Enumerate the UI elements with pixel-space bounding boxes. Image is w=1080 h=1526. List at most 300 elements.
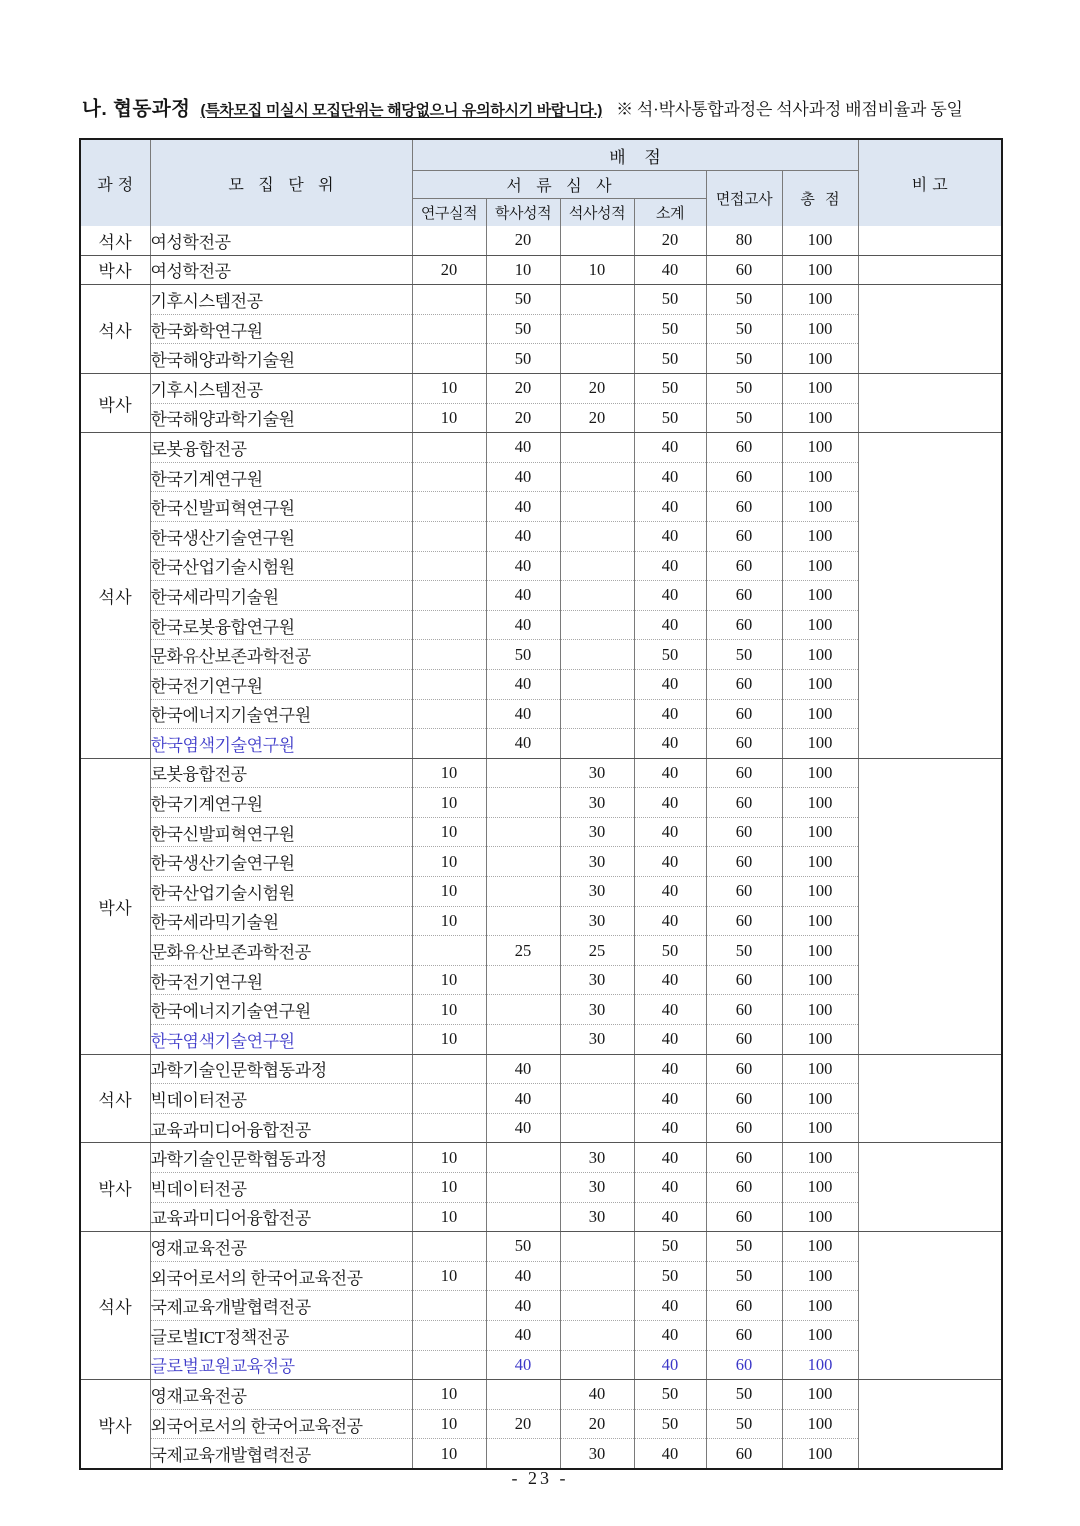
cell-total: 100: [782, 433, 858, 463]
cell-master: 30: [560, 1025, 634, 1055]
cell-research: [412, 1113, 486, 1143]
cell-total: 100: [782, 1143, 858, 1173]
cell-bachelor: 20: [486, 373, 560, 403]
cell-research: [412, 936, 486, 966]
col-header-note: 비고: [858, 139, 1002, 226]
cell-research: [412, 492, 486, 522]
cell-course: 박사: [80, 1143, 150, 1232]
cell-interview: 60: [706, 1202, 782, 1232]
cell-note: [858, 1232, 1002, 1380]
cell-bachelor: 20: [486, 1409, 560, 1439]
cell-bachelor: 50: [486, 640, 560, 670]
cell-subtotal: 50: [634, 344, 706, 374]
cell-interview: 50: [706, 1380, 782, 1410]
cell-interview: 60: [706, 433, 782, 463]
cell-interview: 50: [706, 1409, 782, 1439]
cell-interview: 50: [706, 373, 782, 403]
cell-unit: 문화유산보존과학전공: [150, 640, 412, 670]
cell-unit: 한국산업기술시험원: [150, 877, 412, 907]
cell-master: [560, 640, 634, 670]
cell-unit: 로봇융합전공: [150, 758, 412, 788]
cell-master: 30: [560, 1173, 634, 1203]
cell-research: 10: [412, 788, 486, 818]
col-header-bachelor: 학사성적: [486, 199, 560, 227]
table-row: [80, 255, 1002, 285]
cell-subtotal: 40: [634, 1173, 706, 1203]
cell-subtotal: 40: [634, 995, 706, 1025]
cell-interview: 60: [706, 1084, 782, 1114]
cell-interview: 50: [706, 936, 782, 966]
cell-total: 100: [782, 492, 858, 522]
cell-total: 100: [782, 1173, 858, 1203]
cell-total: 100: [782, 1409, 858, 1439]
cell-interview: 60: [706, 462, 782, 492]
cell-bachelor: [486, 1439, 560, 1469]
cell-unit: 한국에너지기술연구원: [150, 995, 412, 1025]
cell-unit: 한국신발피혁연구원: [150, 817, 412, 847]
cell-research: 10: [412, 373, 486, 403]
cell-subtotal: 40: [634, 1291, 706, 1321]
cell-bachelor: 40: [486, 699, 560, 729]
cell-bachelor: 40: [486, 492, 560, 522]
cell-total: 100: [782, 1025, 858, 1055]
cell-unit: 로봇융합전공: [150, 433, 412, 463]
cell-master: [560, 285, 634, 315]
cell-unit: 한국염색기술연구원: [150, 729, 412, 759]
cell-course: 석사: [80, 226, 150, 255]
cell-master: [560, 1084, 634, 1114]
cell-total: 100: [782, 1084, 858, 1114]
cell-total: 100: [782, 373, 858, 403]
table-body: [80, 226, 1002, 1469]
section-heading-label: 나. 협동과정: [82, 98, 191, 120]
cell-subtotal: 40: [634, 1084, 706, 1114]
cell-total: 100: [782, 521, 858, 551]
cell-bachelor: [486, 1173, 560, 1203]
col-header-unit: 모 집 단 위: [150, 139, 412, 226]
cell-master: [560, 1320, 634, 1350]
cell-subtotal: 50: [634, 403, 706, 433]
cell-research: 10: [412, 1202, 486, 1232]
cell-unit: 교육과미디어융합전공: [150, 1202, 412, 1232]
col-header-master: 석사성적: [560, 199, 634, 227]
cell-interview: 60: [706, 877, 782, 907]
cell-research: 10: [412, 403, 486, 433]
table-row: [80, 373, 1002, 403]
cell-subtotal: 50: [634, 1409, 706, 1439]
section-heading: [82, 94, 1072, 124]
header-row-1: [80, 139, 1002, 171]
cell-bachelor: 40: [486, 1320, 560, 1350]
cell-research: [412, 1291, 486, 1321]
cell-bachelor: [486, 1143, 560, 1173]
col-header-score-group: 배 점: [412, 139, 858, 171]
cell-course: 박사: [80, 373, 150, 432]
cell-master: 30: [560, 965, 634, 995]
cell-course: 석사: [80, 1232, 150, 1380]
cell-unit: 기후시스템전공: [150, 285, 412, 315]
cell-total: 100: [782, 906, 858, 936]
cell-master: [560, 521, 634, 551]
cell-master: [560, 433, 634, 463]
cell-unit: 한국로봇융합연구원: [150, 610, 412, 640]
cell-unit: 여성학전공: [150, 255, 412, 285]
cell-research: 10: [412, 1261, 486, 1291]
cell-master: [560, 314, 634, 344]
cell-total: 100: [782, 699, 858, 729]
cell-unit: 국제교육개발협력전공: [150, 1291, 412, 1321]
section-heading-remark: ※ 석·박사통합과정은 석사과정 배점비율과 동일: [616, 100, 963, 119]
cell-master: 30: [560, 995, 634, 1025]
cell-bachelor: [486, 877, 560, 907]
cell-course: 석사: [80, 1054, 150, 1143]
cell-master: [560, 669, 634, 699]
cell-master: 25: [560, 936, 634, 966]
cell-bachelor: 50: [486, 285, 560, 315]
cell-total: 100: [782, 1202, 858, 1232]
cell-interview: 60: [706, 965, 782, 995]
cell-master: [560, 492, 634, 522]
table-row: [80, 285, 1002, 315]
cell-note: [858, 758, 1002, 1054]
cell-master: 30: [560, 1202, 634, 1232]
cell-total: 100: [782, 610, 858, 640]
cell-total: 100: [782, 995, 858, 1025]
cell-interview: 60: [706, 699, 782, 729]
cell-interview: 60: [706, 1320, 782, 1350]
cell-interview: 60: [706, 551, 782, 581]
cell-unit: 한국기계연구원: [150, 462, 412, 492]
cell-master: 10: [560, 255, 634, 285]
cell-note: [858, 285, 1002, 374]
cell-bachelor: 25: [486, 936, 560, 966]
cell-bachelor: 40: [486, 1054, 560, 1084]
cell-total: 100: [782, 1054, 858, 1084]
cell-unit: 한국화학연구원: [150, 314, 412, 344]
page-number: - 23 -: [511, 1468, 569, 1488]
cell-interview: 50: [706, 403, 782, 433]
col-header-course: 과정: [80, 139, 150, 226]
cell-interview: 60: [706, 729, 782, 759]
cell-master: 30: [560, 877, 634, 907]
cell-subtotal: 40: [634, 521, 706, 551]
cell-total: 100: [782, 462, 858, 492]
cell-bachelor: 40: [486, 551, 560, 581]
cell-interview: 60: [706, 1350, 782, 1380]
cell-research: [412, 1232, 486, 1262]
cell-interview: 60: [706, 1439, 782, 1469]
cell-total: 100: [782, 344, 858, 374]
cell-bachelor: 50: [486, 1232, 560, 1262]
table-header: [80, 139, 1002, 226]
cell-research: 10: [412, 877, 486, 907]
table-row: [80, 1380, 1002, 1410]
cell-interview: 80: [706, 226, 782, 255]
cell-research: [412, 314, 486, 344]
cell-total: 100: [782, 788, 858, 818]
table-row: [80, 1232, 1002, 1262]
cell-subtotal: 40: [634, 1202, 706, 1232]
cell-interview: 50: [706, 640, 782, 670]
cell-interview: 60: [706, 788, 782, 818]
cell-total: 100: [782, 581, 858, 611]
cell-interview: 50: [706, 285, 782, 315]
cell-master: [560, 729, 634, 759]
cell-unit: 한국세라믹기술원: [150, 906, 412, 936]
col-header-subtotal: 소계: [634, 199, 706, 227]
cell-bachelor: 40: [486, 1113, 560, 1143]
cell-master: 30: [560, 906, 634, 936]
cell-bachelor: [486, 817, 560, 847]
cell-total: 100: [782, 669, 858, 699]
table-row: [80, 226, 1002, 255]
cell-research: [412, 610, 486, 640]
cell-master: [560, 462, 634, 492]
cell-research: 10: [412, 1439, 486, 1469]
cell-research: 10: [412, 758, 486, 788]
cell-research: [412, 699, 486, 729]
cell-total: 100: [782, 1291, 858, 1321]
cell-bachelor: 20: [486, 226, 560, 255]
cell-unit: 국제교육개발협력전공: [150, 1439, 412, 1469]
cell-subtotal: 50: [634, 285, 706, 315]
cell-master: [560, 1054, 634, 1084]
cell-interview: 60: [706, 669, 782, 699]
cell-interview: 60: [706, 610, 782, 640]
cell-unit: 한국생산기술연구원: [150, 521, 412, 551]
cell-unit: 한국전기연구원: [150, 965, 412, 995]
cell-research: [412, 521, 486, 551]
cell-bachelor: 40: [486, 729, 560, 759]
cell-total: 100: [782, 817, 858, 847]
cell-subtotal: 50: [634, 936, 706, 966]
cell-bachelor: 50: [486, 314, 560, 344]
cell-subtotal: 40: [634, 1143, 706, 1173]
section-heading-note-paren: (특차모집 미실시 모집단위는 해당없으니 유의하시기 바랍니다.): [200, 102, 603, 119]
cell-subtotal: 50: [634, 1380, 706, 1410]
cell-total: 100: [782, 1113, 858, 1143]
cell-unit: 기후시스템전공: [150, 373, 412, 403]
cell-subtotal: 40: [634, 1439, 706, 1469]
cell-course: 박사: [80, 758, 150, 1054]
cell-total: 100: [782, 758, 858, 788]
cell-total: 100: [782, 877, 858, 907]
cell-total: 100: [782, 1261, 858, 1291]
cell-bachelor: 50: [486, 344, 560, 374]
cell-master: [560, 226, 634, 255]
cell-bachelor: [486, 758, 560, 788]
cell-research: [412, 433, 486, 463]
cell-interview: 60: [706, 1054, 782, 1084]
table-row: [80, 433, 1002, 463]
cell-course: 박사: [80, 1380, 150, 1469]
cell-interview: 60: [706, 1291, 782, 1321]
cell-bachelor: 40: [486, 1350, 560, 1380]
cell-unit: 한국전기연구원: [150, 669, 412, 699]
cell-unit: 외국어로서의 한국어교육전공: [150, 1409, 412, 1439]
table-row: [80, 1054, 1002, 1084]
cell-subtotal: 40: [634, 551, 706, 581]
cell-total: 100: [782, 847, 858, 877]
cell-subtotal: 40: [634, 906, 706, 936]
table-row: [80, 1143, 1002, 1173]
cell-subtotal: 40: [634, 817, 706, 847]
cell-master: 30: [560, 1143, 634, 1173]
cell-subtotal: 40: [634, 729, 706, 759]
cell-research: 10: [412, 1025, 486, 1055]
cell-master: 20: [560, 1409, 634, 1439]
cell-subtotal: 40: [634, 1054, 706, 1084]
cell-research: 10: [412, 1380, 486, 1410]
cell-unit: 한국신발피혁연구원: [150, 492, 412, 522]
cell-interview: 50: [706, 344, 782, 374]
cell-unit: 외국어로서의 한국어교육전공: [150, 1261, 412, 1291]
cell-unit: 과학기술인문학협동과정: [150, 1054, 412, 1084]
cell-subtotal: 50: [634, 373, 706, 403]
cell-interview: 50: [706, 1232, 782, 1262]
cell-unit: 한국산업기술시험원: [150, 551, 412, 581]
col-header-total: 총 점: [782, 171, 858, 227]
cell-bachelor: [486, 965, 560, 995]
cell-bachelor: [486, 906, 560, 936]
cell-master: 30: [560, 758, 634, 788]
cell-master: 30: [560, 1439, 634, 1469]
cell-unit: 한국기계연구원: [150, 788, 412, 818]
cell-unit: 한국해양과학기술원: [150, 403, 412, 433]
cell-bachelor: 40: [486, 462, 560, 492]
cell-subtotal: 40: [634, 255, 706, 285]
cell-research: 10: [412, 1143, 486, 1173]
col-header-research: 연구실적: [412, 199, 486, 227]
cell-interview: 60: [706, 758, 782, 788]
cell-unit: 문화유산보존과학전공: [150, 936, 412, 966]
cell-master: [560, 1291, 634, 1321]
cell-master: 20: [560, 403, 634, 433]
cell-subtotal: 40: [634, 669, 706, 699]
cell-research: [412, 462, 486, 492]
cell-total: 100: [782, 1232, 858, 1262]
cell-total: 100: [782, 1439, 858, 1469]
cell-unit: 한국세라믹기술원: [150, 581, 412, 611]
cell-bachelor: [486, 1202, 560, 1232]
cell-interview: 60: [706, 817, 782, 847]
cell-subtotal: 40: [634, 492, 706, 522]
cell-total: 100: [782, 1380, 858, 1410]
cell-master: [560, 610, 634, 640]
cell-note: [858, 1054, 1002, 1143]
cell-subtotal: 40: [634, 1025, 706, 1055]
cell-interview: 60: [706, 847, 782, 877]
cell-unit: 과학기술인문학협동과정: [150, 1143, 412, 1173]
cell-research: [412, 344, 486, 374]
cell-note: [858, 373, 1002, 432]
cell-bachelor: [486, 788, 560, 818]
cell-research: [412, 581, 486, 611]
cell-research: 10: [412, 1173, 486, 1203]
cell-research: [412, 285, 486, 315]
cell-master: [560, 1113, 634, 1143]
cell-unit: 빅데이터전공: [150, 1173, 412, 1203]
cell-master: [560, 1350, 634, 1380]
cell-subtotal: 40: [634, 1320, 706, 1350]
cell-research: 10: [412, 1409, 486, 1439]
cell-research: 10: [412, 995, 486, 1025]
cell-unit: 한국염색기술연구원: [150, 1025, 412, 1055]
cell-interview: 60: [706, 1143, 782, 1173]
cell-unit: 글로벌ICT정책전공: [150, 1320, 412, 1350]
cell-research: 10: [412, 847, 486, 877]
cell-course: 박사: [80, 255, 150, 285]
cell-total: 100: [782, 936, 858, 966]
cell-research: [412, 669, 486, 699]
cell-bachelor: 40: [486, 433, 560, 463]
cell-master: 30: [560, 788, 634, 818]
cell-note: [858, 226, 1002, 255]
cell-bachelor: 40: [486, 669, 560, 699]
cell-research: 10: [412, 965, 486, 995]
cell-bachelor: [486, 1025, 560, 1055]
cell-unit: 빅데이터전공: [150, 1084, 412, 1114]
cell-total: 100: [782, 314, 858, 344]
cell-subtotal: 50: [634, 1232, 706, 1262]
cell-note: [858, 255, 1002, 285]
cell-subtotal: 20: [634, 226, 706, 255]
cell-interview: 60: [706, 255, 782, 285]
cell-subtotal: 40: [634, 788, 706, 818]
cell-unit: 한국에너지기술연구원: [150, 699, 412, 729]
cell-subtotal: 40: [634, 699, 706, 729]
cell-subtotal: 40: [634, 847, 706, 877]
cell-unit: 한국해양과학기술원: [150, 344, 412, 374]
cell-bachelor: 40: [486, 1291, 560, 1321]
cell-unit: 영재교육전공: [150, 1380, 412, 1410]
cell-research: 20: [412, 255, 486, 285]
col-header-document-review: 서 류 심 사: [412, 171, 706, 199]
cell-interview: 60: [706, 995, 782, 1025]
cell-total: 100: [782, 226, 858, 255]
col-header-interview: 면접고사: [706, 171, 782, 227]
table-row: [80, 758, 1002, 788]
cell-research: [412, 729, 486, 759]
cell-master: [560, 1261, 634, 1291]
cell-bachelor: 40: [486, 1084, 560, 1114]
cell-bachelor: [486, 847, 560, 877]
cell-research: [412, 640, 486, 670]
cell-subtotal: 40: [634, 462, 706, 492]
cell-interview: 60: [706, 1173, 782, 1203]
cell-subtotal: 50: [634, 1261, 706, 1291]
cell-course: 석사: [80, 285, 150, 374]
cell-subtotal: 40: [634, 1350, 706, 1380]
cell-subtotal: 40: [634, 433, 706, 463]
cell-unit: 교육과미디어융합전공: [150, 1113, 412, 1143]
cell-note: [858, 1143, 1002, 1232]
cell-total: 100: [782, 640, 858, 670]
cell-subtotal: 50: [634, 640, 706, 670]
cell-interview: 60: [706, 492, 782, 522]
cell-research: 10: [412, 906, 486, 936]
cell-note: [858, 1380, 1002, 1469]
cell-subtotal: 50: [634, 314, 706, 344]
cell-subtotal: 40: [634, 1113, 706, 1143]
cell-subtotal: 40: [634, 758, 706, 788]
cell-bachelor: 40: [486, 1261, 560, 1291]
cell-master: 40: [560, 1380, 634, 1410]
cell-course: 석사: [80, 433, 150, 759]
cell-total: 100: [782, 403, 858, 433]
cell-bachelor: 40: [486, 581, 560, 611]
cell-total: 100: [782, 551, 858, 581]
